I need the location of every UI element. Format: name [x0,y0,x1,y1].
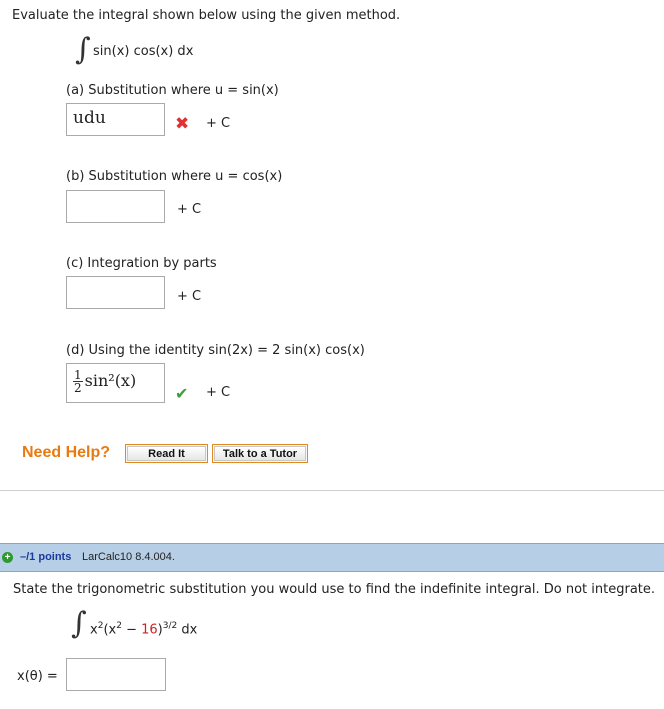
part-b-answer-field[interactable] [66,190,165,223]
question2-prompt: State the trigonometric substitution you would use to find the indefinite integral. Do not integrate. [13,582,656,597]
part-c-answer-field[interactable] [66,276,165,309]
part-b-label: (b) Substitution where u = cos(x) [66,169,283,184]
need-help-label: Need Help? [22,444,111,461]
part-a-answer-field[interactable] [66,103,165,136]
fraction-one-half: $\frac{1}{2}$ [74,368,82,395]
part-d-label: (d) Using the identity sin(2x) = 2 sin(x) cos(x) [66,343,365,358]
x-mark-icon: ✖ [175,114,190,134]
integral-expression-2 [71,606,87,641]
part-c-plus-c: + C [177,289,202,304]
integral-symbol-2: ∫ [71,606,87,641]
read-it-button[interactable]: Read It [125,444,208,463]
x-theta-answer-field[interactable] [66,658,166,691]
part-a-answer-value: udu [73,108,106,128]
talk-to-tutor-button[interactable]: Talk to a Tutor [212,444,308,463]
part-a-label: (a) Substitution where u = sin(x) [66,83,279,98]
part-d-answer-field[interactable] [66,363,165,403]
integrand: sin(x) cos(x) dx [93,44,194,59]
integrand-2: $x^2(x^2 - 16)^{3/2}$ dx [90,621,198,638]
question-divider [0,490,664,491]
question-prompt: Evaluate the integral shown below using the given method. [12,8,401,23]
question-id: LarCalc10 8.4.004. [82,551,175,563]
part-c-label: (c) Integration by parts [66,256,217,271]
part-d-answer-value: $\frac{1}{2}$ sin²(x) [74,368,137,395]
part-b-plus-c: + C [177,202,202,217]
check-mark-icon: ✔ [175,384,189,403]
integral-expression [75,32,91,67]
integral-symbol: ∫ [75,32,91,67]
answer-label-x-theta: x(θ) = [17,669,58,684]
question-header-bar [0,543,664,572]
question-points: –/1 points [20,551,72,563]
plus-icon[interactable]: + [2,552,13,563]
part-a-plus-c: + C [206,116,231,131]
part-d-plus-c: + C [206,385,231,400]
